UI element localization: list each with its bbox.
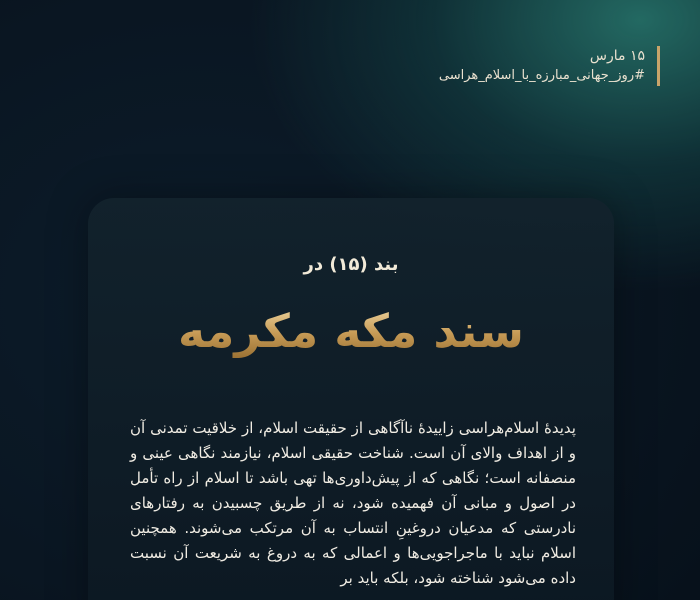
date-label: ۱۵ مارس bbox=[589, 48, 645, 64]
card-body-text: پدیدهٔ اسلام‌هراسی زاییدهٔ ناآگاهی از حقیقت اسلام، از خلاقیت تمدنی آن و از اهداف والای آن است. شناخت حقیقی اسلام، نیازمند نگاهی عینی و منصفانه است؛ نگاهی که از پیش‌داوری‌ها تهی باشد تا اسلام از راه تأمل در اصول و مبانی آن فهمیده شود، نه از طریق چسبیدن به رفتارهای نادرستی که مدعیان دروغینِ انتساب به آن مرتکب می‌شوند. همچنین اسلام نباید با ماجراجویی‌ها و اعمالی که به دروغ به شریعت آن نسبت داده می‌شود شناخته شود، بلکه باید بر bbox=[130, 419, 576, 587]
card-subtitle: بند (۱۵) در bbox=[303, 254, 399, 275]
hashtag-label: #روز_جهانی_مبارزه_با_اسلام_هراسی bbox=[438, 68, 645, 83]
hashtag-header bbox=[439, 46, 660, 86]
card-title: سند مکه مکرمه bbox=[88, 304, 614, 358]
